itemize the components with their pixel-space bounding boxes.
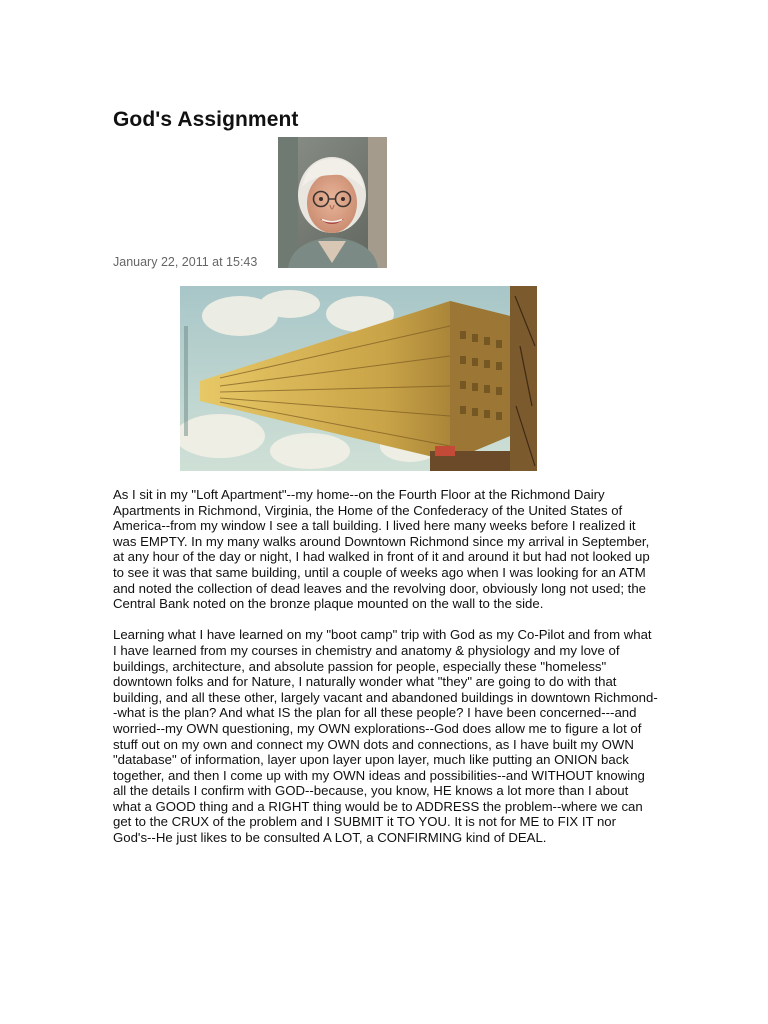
paragraph: Learning what I have learned on my "boot camp" trip with God as my Co-Pilot and from what I have learned from my courses in chemistry and anatomy & physiology and my love of buildings, architecture, and absolute passion for people, especially these "homeless" downtown folks and for Nature, I naturally wonder what "they" are going to do with that building, and all these other, largely vacant and abandoned buildings in downtown Richmond--what is the plan? And what IS the plan for all these people? I have been concerned---and worried--my OWN questioning, my OWN explorations--God does allow me to figure a lot of stuff out on my own and connect my OWN dots and connections, as I have built my OWN "database" of information, layer upon layer upon layer, much like putting an ONION back together, and then I come up with my OWN ideas and possibilities--and WITHOUT knowing all the details I confirm with GOD--because, you know, HE knows a lot more than I about what a GOOD thing and a RIGHT thing would be to ADDRESS the problem--where we can get to the CRUX of the problem and I SUBMIT it TO YOU. It is not for ME to FIX IT nor God's--He just likes to be consulted A LOT, a CONFIRMING kind of DEAL. <box>113 627 658 846</box>
post-title: God's Assignment <box>113 108 299 131</box>
author-photo <box>278 137 387 268</box>
building-photo <box>180 286 537 471</box>
post-date: January 22, 2011 at 15:43 <box>113 255 258 269</box>
post-body <box>113 487 658 861</box>
paragraph: As I sit in my "Loft Apartment"--my home--on the Fourth Floor at the Richmond Dairy Apartments in Richmond, Virginia, the Home of the Confederacy of the United States of America--from my window I see a tall building. I lived here many weeks before I realized it was EMPTY. In my many walks around Downtown Richmond since my arrival in September, at any hour of the day or night, I had walked in front of it and around it but had not looked up to see it was that same building, until a couple of weeks ago when I was looking for an ATM and noted the collection of dead leaves and the revolving door, obviously long not used; the Central Bank noted on the bronze plaque mounted on the wall to the side. <box>113 487 650 612</box>
